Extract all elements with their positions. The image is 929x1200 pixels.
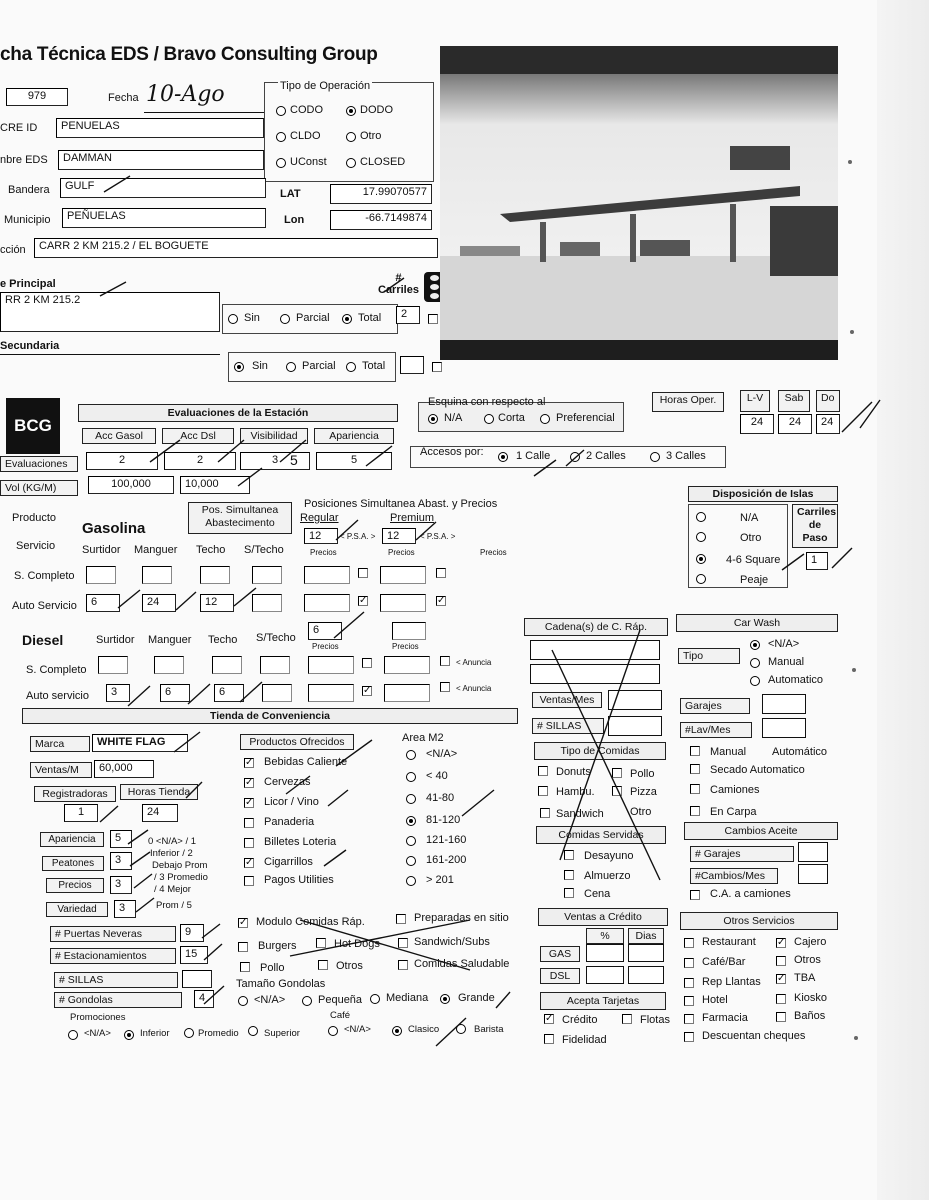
scale-2: Debajo Prom <box>152 860 208 871</box>
area-option-label: 161-200 <box>426 854 467 866</box>
principal-total-label: Total <box>358 312 382 324</box>
pollo-label: Pollo <box>260 962 285 974</box>
almuerzo-label: Almuerzo <box>584 870 631 882</box>
tarjeta-credito-label: Crédito <box>562 1014 598 1026</box>
calle-principal-field[interactable]: RR 2 KM 215.2 <box>0 292 220 332</box>
premium-label: Premium <box>390 512 435 524</box>
evaluaciones-row-label: Evaluaciones <box>0 456 78 472</box>
accesos-1-label: 1 Calle <box>516 450 551 462</box>
precios-label: Precios <box>46 878 104 893</box>
area-option-label: 81-120 <box>426 814 461 826</box>
regular-psa: < P.S.A. > <box>340 532 376 541</box>
diesel-precios-2: Precios <box>392 642 419 651</box>
carwash-na-label: <N/A> <box>768 638 800 650</box>
credito-dias-header: Dias <box>628 928 664 944</box>
diesel-precios-1: Precios <box>312 642 339 651</box>
producto-item-label: Billetes Loteria <box>264 836 337 848</box>
diesel-as-anuncia: < Anuncia <box>456 684 492 693</box>
producto-item-label: Pagos Utilities <box>264 874 334 886</box>
direccion-field[interactable]: CARR 2 KM 215.2 / EL BOGUETE <box>34 238 438 258</box>
principal-parcial-label: Parcial <box>296 312 330 324</box>
producto-checkbox[interactable]: ✓ <box>245 857 254 868</box>
credito-gas-label: GAS <box>540 946 580 962</box>
carriles-label: # Carriles <box>378 272 419 296</box>
regular-precios: Precios <box>310 548 337 557</box>
otros-servicio-label: Farmacia <box>702 1012 748 1024</box>
techo-header: Techo <box>196 544 226 556</box>
direccion-label: cción <box>0 244 26 256</box>
principal-sin-label: Sin <box>244 312 260 324</box>
scale-5: Prom / 5 <box>156 900 192 911</box>
secado-label: Secado Automatico <box>710 764 805 776</box>
diesel-as-surtidor[interactable]: 3 <box>106 684 130 702</box>
cadena-crap-label: Cadena(s) de C. Ráp. <box>524 618 668 636</box>
secundaria-total-label: Total <box>362 360 386 372</box>
modulo-comidas-label: Modulo Comidas Ráp. <box>256 916 365 928</box>
esquina-corta-label: Corta <box>498 412 525 424</box>
otros-servicio-label: Baños <box>794 1010 826 1022</box>
ventas-label: Ventas/M <box>30 762 92 778</box>
promo-superior-label: Superior <box>264 1028 300 1039</box>
aceite-garajes-label: # Garajes <box>690 846 794 862</box>
pollo-crap-label: Pollo <box>630 768 655 780</box>
horas-oper-label: Horas Oper. <box>652 392 724 412</box>
closed-label: CLOSED <box>360 156 406 168</box>
variedad-field[interactable]: 3 <box>114 900 136 918</box>
scan-dot <box>852 668 856 672</box>
cre-label: CRE ID <box>0 122 38 134</box>
scale-1: Inferior / 2 <box>150 848 193 859</box>
puertas-neveras-field[interactable]: 9 <box>180 924 204 942</box>
producto-item-label: Bebidas Caliente <box>264 756 348 768</box>
producto-item-label: Cervezas <box>264 776 311 788</box>
calle-secundaria-label: Secundaria <box>0 340 60 352</box>
tipo-operacion-label: Tipo de Operación <box>280 80 371 92</box>
diesel-stecho-header: S/Techo <box>256 632 296 644</box>
diesel-pos-value[interactable]: 6 <box>308 622 342 640</box>
manguer-header: Manguer <box>134 544 178 556</box>
bandera-field[interactable]: GULF <box>60 178 266 198</box>
municipio-field[interactable]: PEÑUELAS <box>62 208 266 228</box>
credito-pct-header: % <box>586 928 624 944</box>
carwash-automatico-item: Automático <box>772 746 828 758</box>
producto-checkbox[interactable]: ✓ <box>245 777 254 788</box>
scan-dot <box>850 330 854 334</box>
producto-item-label: Licor / Vino <box>264 796 319 808</box>
gas-as-surtidor[interactable]: 6 <box>86 594 120 612</box>
horas-dom-value[interactable]: 24 <box>816 414 840 434</box>
otros-servicio-label: Cajero <box>794 936 827 948</box>
variedad-label: Variedad <box>46 902 108 917</box>
horas-lv-header: L-V <box>740 390 770 412</box>
promociones-label: Promociones <box>70 1012 126 1023</box>
fecha-label: Fecha <box>108 92 139 104</box>
hambu-label: Hambu. <box>556 786 595 798</box>
dodo-label: DODO <box>360 104 393 116</box>
horas-sab-header: Sab <box>778 390 810 412</box>
marca-field[interactable]: WHITE FLAG <box>92 734 188 752</box>
gasolina-label: Gasolina <box>82 520 146 537</box>
s-completo-label: S. Completo <box>14 570 75 582</box>
cena-label: Cena <box>584 888 611 900</box>
gas-as-regular-chk[interactable]: ✓ <box>359 595 368 606</box>
otros-servicio-label: Café/Bar <box>702 956 746 968</box>
cldo-label: CLDO <box>290 130 321 142</box>
extra-precios: Precios <box>480 548 507 557</box>
tamano-gondolas-label: Tamaño Gondolas <box>236 978 326 990</box>
uconst-label: UConst <box>290 156 327 168</box>
tienda-apariencia-label: Apariencia <box>40 832 104 847</box>
peatones-field[interactable]: 3 <box>110 852 132 870</box>
diesel-as-label: Auto servicio <box>26 690 89 702</box>
apariencia-header: Apariencia <box>314 428 394 444</box>
secundaria-parcial-label: Parcial <box>302 360 336 372</box>
puertas-neveras-label: # Puertas Neveras <box>50 926 176 942</box>
saludable-label: Comidas Saludable <box>414 958 510 970</box>
vol-dsl-value[interactable]: 10,000 <box>180 476 250 494</box>
acc-gasol-header: Acc Gasol <box>82 428 156 444</box>
estacionamientos-label: # Estacionamientos <box>50 948 176 964</box>
cadena-sillas-label: # SILLAS <box>532 718 604 734</box>
posiciones-header: Posiciones Simultanea Abast. y Precios <box>304 498 498 510</box>
otros-servicio-label: Descuentan cheques <box>702 1030 806 1042</box>
diesel-techo-header: Techo <box>208 634 238 646</box>
codo-label: CODO <box>290 104 323 116</box>
ventas-field[interactable]: 60,000 <box>94 760 154 778</box>
premium-precios: Precios <box>388 548 415 557</box>
promo-promedio-label: Promedio <box>198 1028 239 1039</box>
lon-label: Lon <box>284 214 305 226</box>
visibilidad-value[interactable]: 3 <box>240 452 310 470</box>
scan-dot <box>854 1036 858 1040</box>
auto-servicio-label: Auto Servicio <box>12 600 77 612</box>
area-option-label: 121-160 <box>426 834 467 846</box>
precios-field[interactable]: 3 <box>110 876 132 894</box>
acc-dsl-value[interactable]: 2 <box>164 452 236 470</box>
donuts-label: Donuts <box>556 766 591 778</box>
lon-field[interactable]: -66.7149874 <box>330 210 432 230</box>
vol-row-label: Vol (KG/M) <box>0 480 78 496</box>
otro-label: Otro <box>360 130 382 142</box>
credito-dsl-label: DSL <box>540 968 580 984</box>
carwash-garajes-label: Garajes <box>680 698 750 714</box>
otros-servicios-label: Otros Servicios <box>680 912 838 930</box>
horas-sab-value[interactable]: 24 <box>778 414 812 434</box>
bandera-label: Bandera <box>8 184 50 196</box>
producto-label: Producto <box>12 512 57 524</box>
comidas-servidas-label: Comidas Servidas <box>536 826 666 844</box>
diesel-sc-label: S. Completo <box>26 664 87 676</box>
gondola-pequena-label: Pequeña <box>318 994 363 1006</box>
promo-inferior-label: Inferior <box>140 1028 170 1039</box>
otros-servicio-checkbox[interactable]: ✓ <box>777 937 786 948</box>
islas-otro-label: Otro <box>740 532 762 544</box>
otros-comida-label: Otros <box>336 960 363 972</box>
diesel-manguer-header: Manguer <box>148 634 192 646</box>
carwash-manual-label: Manual <box>768 656 805 668</box>
otros-servicio-label: Kiosko <box>794 992 828 1004</box>
encarpa-label: En Carpa <box>710 806 757 818</box>
tarjeta-flotas-label: Flotas <box>640 1014 670 1026</box>
cambios-aceite-label: Cambios Aceite <box>684 822 838 840</box>
visibilidad-handwritten: 5 <box>290 452 298 468</box>
horas-tienda-field[interactable]: 24 <box>142 804 178 822</box>
ca-camiones-label: C.A. a camiones <box>710 888 791 900</box>
gas-as-manguer[interactable]: 24 <box>142 594 176 612</box>
area-label: Area M2 <box>402 732 444 744</box>
car-wash-label: Car Wash <box>676 614 838 632</box>
nombre-label: nbre EDS <box>0 154 48 166</box>
producto-checkbox[interactable]: ✓ <box>245 797 254 808</box>
hotdogs-label: Hot Dogs <box>334 938 380 950</box>
car-wash-tipo-label: Tipo <box>678 648 740 664</box>
scale-0: 0 <N/A> / 1 <box>148 836 197 847</box>
acepta-tarjetas-label: Acepta Tarjetas <box>540 992 666 1010</box>
servicio-label: Servicio <box>16 540 56 552</box>
cafe-clasico-label: Clasico <box>408 1024 440 1035</box>
tienda-apariencia-field[interactable]: 5 <box>110 830 132 848</box>
diesel-surtidor-header: Surtidor <box>96 634 135 646</box>
form-title: cha Técnica EDS / Bravo Consulting Group <box>0 44 378 65</box>
otros-servicio-label: Rep Llantas <box>702 976 761 988</box>
otros-servicio-label: TBA <box>794 972 816 984</box>
record-number[interactable]: 979 <box>6 88 68 106</box>
diesel-as-techo[interactable]: 6 <box>214 684 244 702</box>
scale-4: / 4 Mejor <box>154 884 191 895</box>
lat-field[interactable]: 17.99070577 <box>330 184 432 204</box>
secundaria-sin-label: Sin <box>252 360 268 372</box>
cafe-barista-label: Barista <box>474 1024 504 1035</box>
gondolas-label: # Gondolas <box>54 992 182 1008</box>
scale-3: / 3 Promedio <box>154 872 208 883</box>
tipo-comidas-label: Tipo de Comidas <box>534 742 666 760</box>
diesel-as-manguer[interactable]: 6 <box>160 684 190 702</box>
accesos-2-label: 2 Calles <box>586 450 626 462</box>
tienda-sillas-label: # SILLAS <box>54 972 178 988</box>
horas-lv-value[interactable]: 24 <box>740 414 774 434</box>
gondolas-field[interactable]: 4 <box>194 990 214 1008</box>
registradoras-label: Registradoras <box>34 786 116 802</box>
carriles-field[interactable]: 2 <box>396 306 420 324</box>
producto-item-label: Panaderia <box>264 816 315 828</box>
otros-servicio-label: Restaurant <box>702 936 756 948</box>
registradoras-field[interactable]: 1 <box>64 804 98 822</box>
esquina-preferencial-label: Preferencial <box>556 412 615 424</box>
carwash-auto-label: Automatico <box>768 674 824 686</box>
diesel-as-chk1[interactable]: ✓ <box>363 685 372 696</box>
visibilidad-header: Visibilidad <box>240 428 308 444</box>
accesos-label: Accesos por: <box>420 446 484 458</box>
diesel-label: Diesel <box>22 632 64 648</box>
modulo-comidas-chk[interactable]: ✓ <box>239 917 248 928</box>
gas-as-premium-chk[interactable]: ✓ <box>437 595 446 606</box>
tienda-title: Tienda de Conveniencia <box>22 708 518 724</box>
accesos-3-label: 3 Calles <box>666 450 706 462</box>
lat-label: LAT <box>280 188 301 200</box>
pizza-label: Pizza <box>630 786 657 798</box>
carwash-lav-label: #Lav/Mes <box>680 722 752 738</box>
area-option-label: 41-80 <box>426 792 455 804</box>
area-option-label: > 201 <box>426 874 454 886</box>
apariencia-value[interactable]: 5 <box>316 452 392 470</box>
marca-label: Marca <box>30 736 90 752</box>
cafe-label: Café <box>330 1010 351 1021</box>
premium-value[interactable]: 12 <box>382 528 416 544</box>
peatones-label: Peatones <box>42 856 104 871</box>
gas-as-techo[interactable]: 12 <box>200 594 234 612</box>
premium-psa: < P.S.A. > <box>420 532 456 541</box>
gondola-na-label: <N/A> <box>254 994 286 1006</box>
fecha-handwritten: 10-Ago <box>146 82 225 107</box>
promo-na-label: <N/A> <box>84 1028 111 1039</box>
horas-dom-header: Do <box>816 390 840 412</box>
productos-ofrecidos-label: Productos Ofrecidos <box>240 734 354 750</box>
camiones-label: Camiones <box>710 784 760 796</box>
area-option-label: < 40 <box>426 770 448 782</box>
acc-gasol-value[interactable]: 2 <box>86 452 158 470</box>
disposicion-islas-label: Disposición de Islas <box>688 486 838 502</box>
otros-servicio-checkbox[interactable]: ✓ <box>777 973 786 984</box>
islas-peaje-label: Peaje <box>740 574 769 586</box>
scan-dot <box>848 160 852 164</box>
municipio-label: Municipio <box>4 214 51 226</box>
tarjeta-fidelidad-label: Fidelidad <box>562 1034 607 1046</box>
gondola-mediana-label: Mediana <box>386 992 429 1004</box>
producto-checkbox[interactable]: ✓ <box>245 757 254 768</box>
acc-dsl-header: Acc Dsl <box>162 428 234 444</box>
cre-id-field[interactable]: PENUELAS <box>56 118 264 138</box>
aceite-cambios-label: #Cambios/Mes <box>690 868 778 884</box>
nombre-eds-field[interactable]: DAMMAN <box>58 150 264 170</box>
esquina-na-label: N/A <box>444 412 463 424</box>
carriles-paso-value[interactable]: 1 <box>806 552 828 570</box>
sandwich-subs-label: Sandwich/Subs <box>414 936 490 948</box>
cadena-ventas-label: Ventas/Mes <box>532 692 602 708</box>
sandwich-crap-label: Sandwich <box>556 808 604 820</box>
ventas-credito-label: Ventas a Crédito <box>538 908 668 926</box>
otros-servicio-label: Otros <box>794 954 821 966</box>
surtidor-header: Surtidor <box>82 544 121 556</box>
evaluaciones-title: Evaluaciones de la Estación <box>78 404 398 422</box>
estacionamientos-field[interactable]: 15 <box>180 946 208 964</box>
pos-simultanea-label: Pos. Simultanea Abastecimento <box>188 502 292 534</box>
cafe-na-label: <N/A> <box>344 1024 371 1035</box>
esquina-label: Esquina con respecto al <box>428 396 546 408</box>
bcg-logo: BCG <box>6 398 60 454</box>
preparadas-label: Preparadas en sitio <box>414 912 509 924</box>
diesel-sc-anuncia: < Anuncia <box>456 658 492 667</box>
calle-principal-label: e Principal <box>0 278 56 290</box>
otros-servicio-label: Hotel <box>702 994 728 1006</box>
regular-label: Regular <box>300 512 339 524</box>
stecho-header: S/Techo <box>244 544 284 556</box>
horas-tienda-label: Horas Tienda <box>120 784 198 800</box>
carwash-manual-item: Manual <box>710 746 747 758</box>
burgers-label: Burgers <box>258 940 297 952</box>
carriles-paso-label: Carriles de Paso <box>792 504 838 548</box>
islas-na-label: N/A <box>740 512 759 524</box>
area-option-label: <N/A> <box>426 748 458 760</box>
islas-square-label: 4-6 Square <box>726 554 781 566</box>
otro-crap-label: Otro <box>630 806 652 818</box>
vol-gasol-value[interactable]: 100,000 <box>88 476 174 494</box>
desayuno-label: Desayuno <box>584 850 634 862</box>
gondola-grande-label: Grande <box>458 992 495 1004</box>
tarjeta-credito-chk[interactable]: ✓ <box>545 1013 554 1024</box>
producto-item-label: Cigarrillos <box>264 856 313 868</box>
regular-value[interactable]: 12 <box>304 528 338 544</box>
